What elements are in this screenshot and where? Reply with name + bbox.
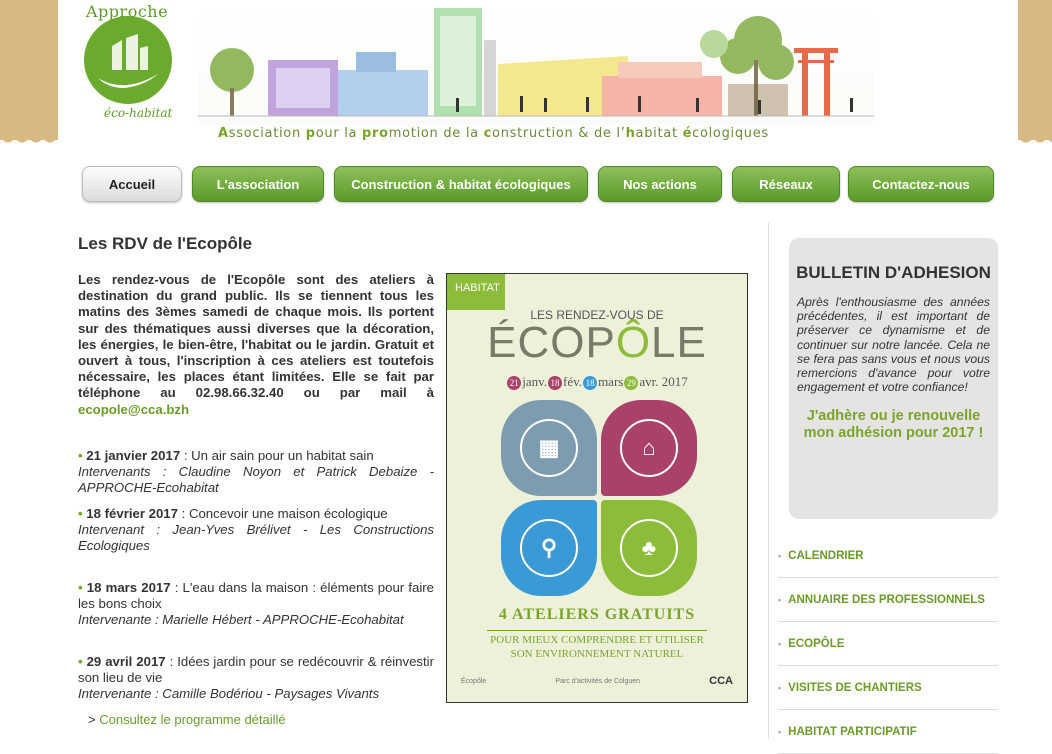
event-item <box>78 506 434 554</box>
event-speakers: Intervenante : Marielle Hébert - APPROCHE-Ecohabitat <box>78 612 404 627</box>
logo-circle <box>84 16 172 104</box>
intro-paragraph <box>78 272 434 418</box>
poster-petal-jardin <box>601 500 697 596</box>
program-link[interactable]: Consultez le programme détaillé <box>99 712 286 727</box>
nav-tab-réseaux[interactable]: Réseaux <box>732 166 840 202</box>
logo-text-approche: Approche <box>86 2 169 21</box>
nav-tab-l-association[interactable]: L'association <box>192 166 324 202</box>
sidebar-menu-label: VISITES DE CHANTIERS <box>788 681 922 694</box>
menu-bullet-icon: • <box>778 682 782 693</box>
bullet-dot: • <box>78 448 83 463</box>
tagline-initial: pro <box>362 126 389 141</box>
bullet-dot: • <box>78 580 83 595</box>
event-item <box>78 580 434 628</box>
menu-bullet-icon: • <box>778 638 782 649</box>
menu-bullet-icon: • <box>778 550 782 561</box>
ecopole-poster[interactable] <box>446 273 748 703</box>
sidebar-menu <box>778 534 998 754</box>
event-date: 29 avril 2017 <box>86 654 166 669</box>
association-tagline <box>218 126 769 141</box>
link-arrow: > <box>88 712 100 727</box>
membership-cta-link[interactable]: J'adhère ou je renouvelle mon adhésion pour 2017 ! <box>803 408 984 442</box>
poster-petal-cycle-de-l-eau <box>501 500 597 596</box>
poster-footer-address: Parc d'activités de Colguen <box>555 677 641 685</box>
event-speakers: Intervenante : Camille Bodériou - Paysages Vivants <box>78 686 380 701</box>
tagline-initial: p <box>305 126 316 141</box>
tagline-text: abitat <box>635 126 683 141</box>
event-item <box>78 448 434 496</box>
page-title: Les RDV de l'Ecopôle <box>78 234 253 253</box>
program-link-line <box>88 712 286 727</box>
poster-title <box>447 318 747 368</box>
poster-footer-ecopole: Écopôle <box>461 677 487 685</box>
tagline-text: cologiques <box>692 126 769 141</box>
menu-bullet-icon: • <box>778 726 782 737</box>
poster-footer-cca-logo: CCA <box>709 675 733 687</box>
poster-tagline: POUR MIEUX COMPRENDRE ET UTILISER SON ENVIRONNEMENT NATUREL <box>487 630 707 661</box>
header-banner-illustration <box>198 0 874 124</box>
bullet-dot: • <box>78 654 83 669</box>
poster-ribbon-label: HABITAT <box>455 282 500 294</box>
membership-box <box>789 238 998 519</box>
poster-date-day: 29 <box>624 376 638 390</box>
poster-title-part2: Ô <box>615 318 652 367</box>
paper-texture-right <box>1018 0 1052 140</box>
menu-bullet-icon: • <box>778 594 782 605</box>
tagline-initial: A <box>218 126 229 141</box>
sidebar-menu-label: ECOPÔLE <box>788 637 845 650</box>
bullet-dot: • <box>78 506 83 521</box>
site-header <box>58 0 1018 147</box>
nav-tab-contactez-nous[interactable]: Contactez-nous <box>848 166 994 202</box>
event-topic: : Un air sain pour un habitat sain <box>180 448 374 463</box>
poster-headline: 4 ATELIERS GRATUITS <box>498 606 696 623</box>
membership-title: BULLETIN D'ADHESION <box>796 263 991 282</box>
logo-text-eco-habitat: éco-habitat <box>104 106 173 120</box>
event-date: 18 mars 2017 <box>86 580 171 595</box>
intro-text: Les rendez-vous de l'Ecopôle sont des ateliers à destination du grand public. Ils se tiennent tous les matins des 3èmes samedi de chaque mois. Ils portent sur des thématiques aussi diverses que la décoration, les énergies, le bien-être, l'habitat ou le jardin. Gratuit et ouvert à tous, l'inscription à ces ateliers est toutefois nécessaire, les places étant limitées. Elle se fait par téléphone au 02.98.66.32.40 ou par mail à <box>78 272 434 401</box>
poster-petal-construction <box>601 400 697 496</box>
poster-dates <box>447 374 747 390</box>
poster-footer <box>447 660 747 702</box>
nav-tab-nos-actions[interactable]: Nos actions <box>598 166 722 202</box>
event-topic: : L'eau dans la maison : éléments pour faire les bons choix <box>78 580 434 611</box>
tagline-initial: h <box>625 126 636 141</box>
poster-date-month: mars <box>598 374 624 389</box>
event-date: 21 janvier 2017 <box>86 448 181 463</box>
poster-title-part1: ÉCOP <box>487 318 616 367</box>
event-topic: : Concevoir une maison écologique <box>177 506 388 521</box>
poster-date-month: fév. <box>563 374 583 389</box>
nav-tab-construction-habitat-écologiques[interactable]: Construction & habitat écologiques <box>334 166 588 202</box>
event-item <box>78 654 434 702</box>
sidebar-divider <box>768 222 769 739</box>
event-date: 18 février 2017 <box>86 506 178 521</box>
tagline-text: our la <box>315 126 363 141</box>
poster-title-part3: LE <box>651 318 707 367</box>
nav-tab-accueil[interactable]: Accueil <box>82 166 182 202</box>
sidebar-menu-item[interactable] <box>778 534 998 578</box>
house-icon: ⌂ <box>620 419 678 477</box>
poster-ribbon <box>446 274 505 310</box>
sidebar-menu-item[interactable] <box>778 666 998 710</box>
tap-icon: ⚲ <box>520 519 578 577</box>
tagline-initial: é <box>682 126 693 141</box>
event-speakers: Intervenants : Claudine Noyon et Patrick Debaize - APPROCHE-Ecohabitat <box>78 464 434 495</box>
paper-texture-left <box>0 0 58 140</box>
event-topic: : Idées jardin pour se redécouvrir & réinvestir son lieu de vie <box>78 654 434 685</box>
sidebar-menu-label: ANNUAIRE DES PROFESSIONNELS <box>788 593 985 606</box>
tagline-text: motion de la <box>388 126 484 141</box>
sidebar-menu-item[interactable] <box>778 710 998 754</box>
tagline-text: ssociation <box>228 126 306 141</box>
site-logo[interactable] <box>76 2 184 137</box>
membership-text: Après l'enthousiasme des années précédentes, il est important de préserver ce dynamisme et de continuer sur notre lancée. Cela ne se fera pas sans vous et nous vous remercions d'avance pour votre engagement et votre confiance! <box>797 295 990 395</box>
tagline-initial: c <box>483 126 493 141</box>
tagline-text: onstruction & de l’ <box>492 126 626 141</box>
window-icon: ▦ <box>520 419 578 477</box>
poster-subtitle: LES RENDEZ-VOUS DE <box>530 308 664 322</box>
sidebar-menu-label: HABITAT PARTICIPATIF <box>788 725 917 738</box>
sidebar-menu-label: CALENDRIER <box>788 549 864 562</box>
poster-date-day: 21 <box>507 376 521 390</box>
poster-date-day: 18 <box>583 376 597 390</box>
event-speakers: Intervenant : Jean-Yves Brélivet - Les Constructions Ecologiques <box>78 522 434 553</box>
tree-icon: ♣ <box>620 519 678 577</box>
email-link[interactable]: ecopole@cca.bzh <box>78 401 190 417</box>
sidebar-menu-item[interactable] <box>778 622 998 666</box>
poster-petal-habitat <box>501 400 597 496</box>
sidebar-menu-item[interactable] <box>778 578 998 622</box>
poster-date-day: 18 <box>548 376 562 390</box>
poster-date-month: janv. <box>522 374 548 389</box>
poster-date-month: avr. 2017 <box>639 374 688 389</box>
